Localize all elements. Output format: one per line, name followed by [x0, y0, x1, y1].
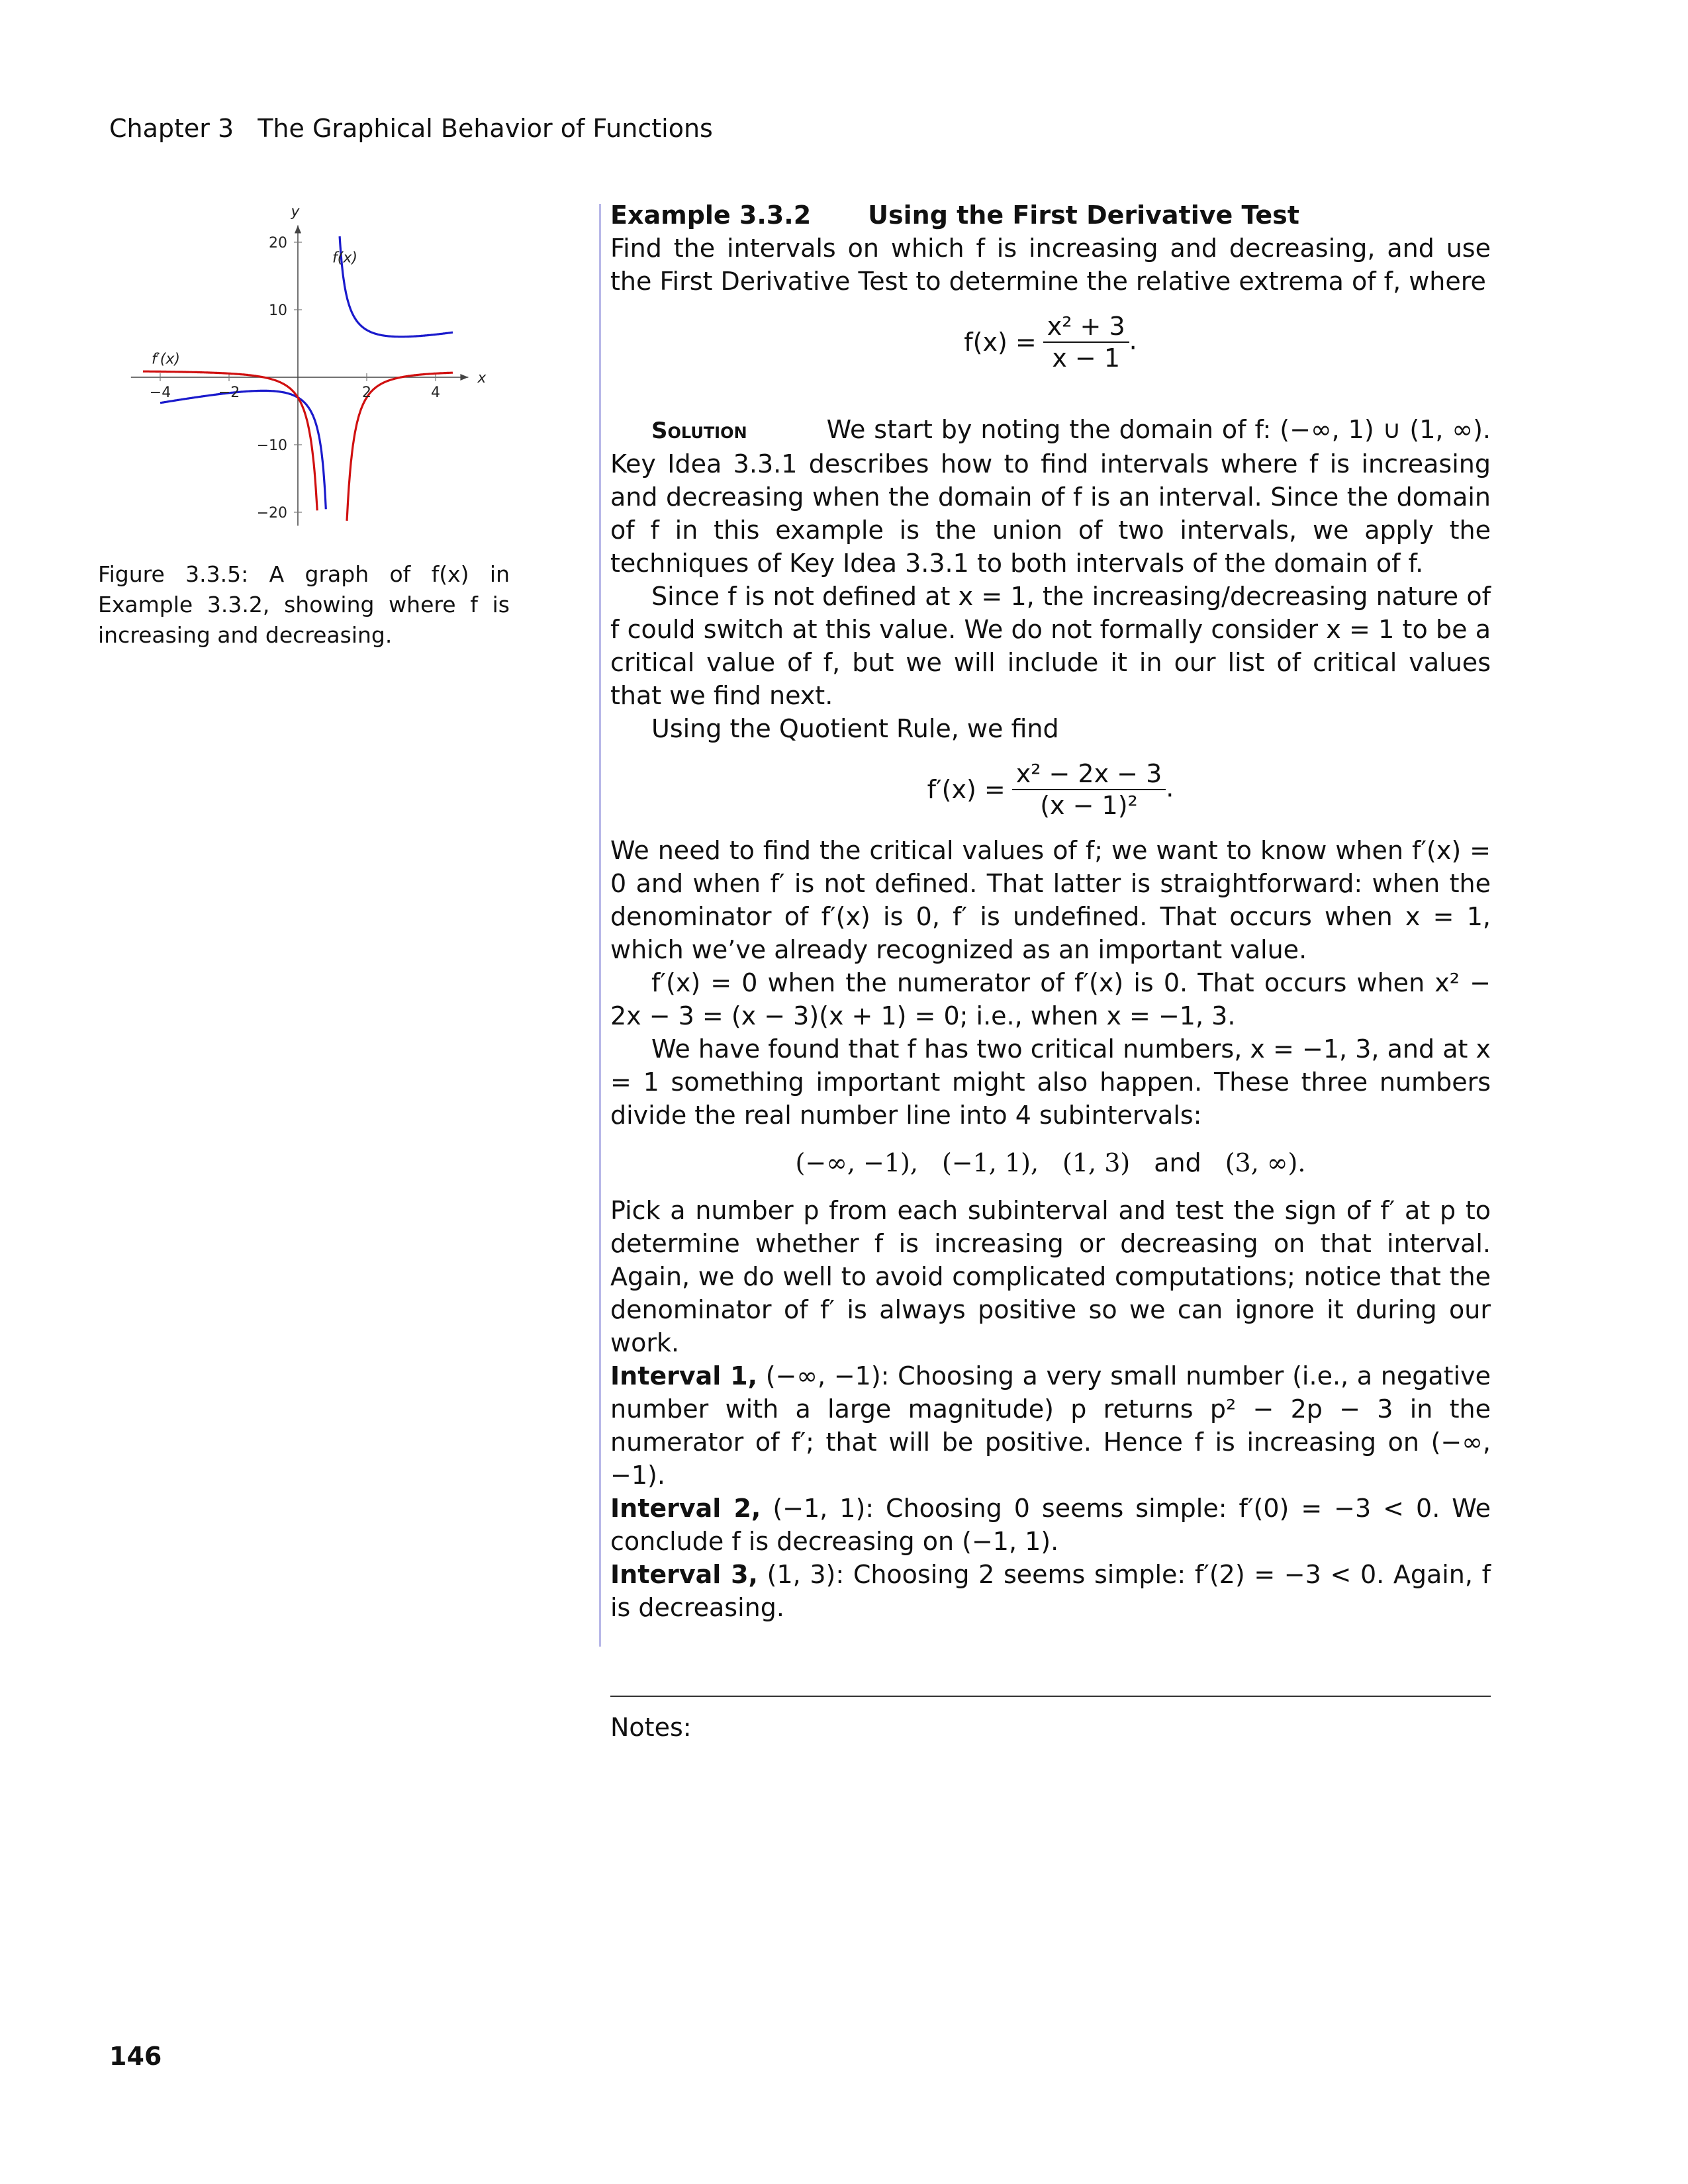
margin-rule: [599, 204, 601, 1647]
eq1-numerator: x² + 3: [1043, 311, 1129, 343]
page-number: 146: [109, 2042, 162, 2071]
chapter-label: Chapter 3: [109, 114, 234, 143]
y-tick-label: 20: [269, 235, 287, 251]
function-graph: [106, 199, 503, 543]
y-tick-label: −20: [256, 505, 287, 522]
chapter-title: The Graphical Behavior of Functions: [258, 114, 713, 143]
interval-3-paragraph: [610, 1558, 1491, 1624]
solution-p7: Pick a number p from each subinterval and test the sign of f′ at p to determine whether f is increasing or decreasing on that interval. Again, we do well to avoid complicated computations; notice that the denominator of f′ is always positive so we can ignore it during our work.: [610, 1196, 1491, 1357]
eq1-fraction: [1043, 311, 1129, 373]
example-heading: [610, 199, 1491, 232]
interval-1-paragraph: [610, 1359, 1491, 1492]
eq1-denominator: x − 1: [1052, 343, 1120, 373]
main-column: [610, 199, 1491, 1624]
solution-p5: f′(x) = 0 when the numerator of f′(x) is 0. That occurs when x² − 2x − 3 = (x − 3)(x + 1) = 0; i.e., when x = −1, 3.: [610, 968, 1491, 1030]
example-intro: Find the intervals on which f is increasing and decreasing, and use the First Derivative Test to determine the relative extrema of f, where: [610, 234, 1491, 296]
y-tick-label: −10: [256, 437, 287, 454]
graph-labels: [150, 204, 487, 522]
interval-3-label: Interval 3,: [610, 1560, 758, 1589]
x-tick-label: −4: [149, 385, 171, 401]
example-label: Example 3.3.2: [610, 201, 812, 230]
running-header: [109, 114, 713, 143]
solution-p1: We start by noting the domain of f: (−∞, 1) ∪ (1, ∞). Key Idea 3.3.1 describes how to find intervals where f is increasing and decreasing when the domain of f is an interval. Since the domain of f in this example is the union of two intervals, we apply the techniques of Key Idea 3.3.1 to both intervals of the domain of f.: [610, 415, 1491, 578]
solution-label: Solution: [651, 418, 747, 444]
x-tick-label: 4: [431, 385, 440, 401]
eq2-fraction: [1012, 758, 1166, 821]
interval-1-label: Interval 1,: [610, 1361, 758, 1390]
legend-fprime: f′(x): [152, 351, 180, 368]
subinterval-4: (3, ∞).: [1225, 1148, 1306, 1177]
figure-caption: Figure 3.3.5: A graph of f(x) in Example 3.3.2, showing where f is increasing and decreasing.: [98, 561, 510, 648]
solution-p1-block: [610, 413, 1491, 580]
solution-p2: Since f is not defined at x = 1, the increasing/decreasing nature of f could switch at this value. We do not formally consider x = 1 to be a critical value of f, but we will include it in our list of critical values that we find next.: [610, 582, 1491, 710]
interval-2-label: Interval 2,: [610, 1494, 761, 1523]
legend-f: f(x): [332, 250, 357, 267]
solution-p4: We need to find the critical values of f; we want to know when f′(x) = 0 and when f′ is not defined. That latter is straightforward: when the denominator of f′(x) is 0, f′ is undefined. That occurs when x = 1, which we’ve already recognized as an important value.: [610, 836, 1491, 964]
equation-fprime: [610, 758, 1491, 821]
eq1-end: .: [1129, 326, 1137, 355]
interval-2-paragraph: [610, 1492, 1491, 1558]
subinterval-3: (1, 3): [1062, 1148, 1131, 1177]
y-tick-label: 10: [269, 302, 287, 319]
example-title: Using the First Derivative Test: [868, 201, 1299, 230]
x-axis-arrow: [460, 374, 468, 381]
y-axis-label: y: [291, 203, 300, 220]
eq2-numerator: x² − 2x − 3: [1012, 758, 1166, 790]
subinterval-2: (−1, 1),: [941, 1148, 1039, 1177]
equation-f: [610, 311, 1491, 373]
notes-label: Notes:: [610, 1713, 692, 1742]
y-axis-arrow: [295, 226, 301, 234]
interval-2-text: (−1, 1): Choosing 0 seems simple: f′(0) = −3 < 0. We conclude f is decreasing on (−1, 1).: [610, 1494, 1491, 1556]
interval-1-text: (−∞, −1): Choosing a very small number (i.e., a negative number with a large magnitude) p returns p² − 2p − 3 in the numerator of f′; that will be positive. Hence f is increasing on (−∞, −1).: [610, 1361, 1491, 1490]
eq2-lhs: f′(x) =: [927, 775, 1006, 804]
eq2-end: .: [1166, 773, 1174, 803]
solution-p6: We have found that f has two critical numbers, x = −1, 3, and at x = 1 something important might also happen. These three numbers divide the real number line into 4 subintervals:: [610, 1034, 1491, 1130]
solution-p3: Using the Quotient Rule, we find: [651, 714, 1059, 743]
subinterval-list: [610, 1146, 1491, 1179]
subinterval-and: and: [1154, 1148, 1201, 1177]
x-tick-label: −2: [218, 385, 240, 401]
x-axis-label: x: [477, 370, 487, 387]
x-tick-label: 2: [362, 385, 371, 401]
interval-3-text: (1, 3): Choosing 2 seems simple: f′(2) = −3 < 0. Again, f is decreasing.: [610, 1560, 1491, 1622]
notes-divider: [610, 1696, 1491, 1697]
eq2-denominator: (x − 1)²: [1040, 791, 1138, 820]
series-line-f: [160, 390, 326, 509]
subinterval-1: (−∞, −1),: [795, 1148, 918, 1177]
eq1-lhs: f(x) =: [964, 328, 1037, 357]
